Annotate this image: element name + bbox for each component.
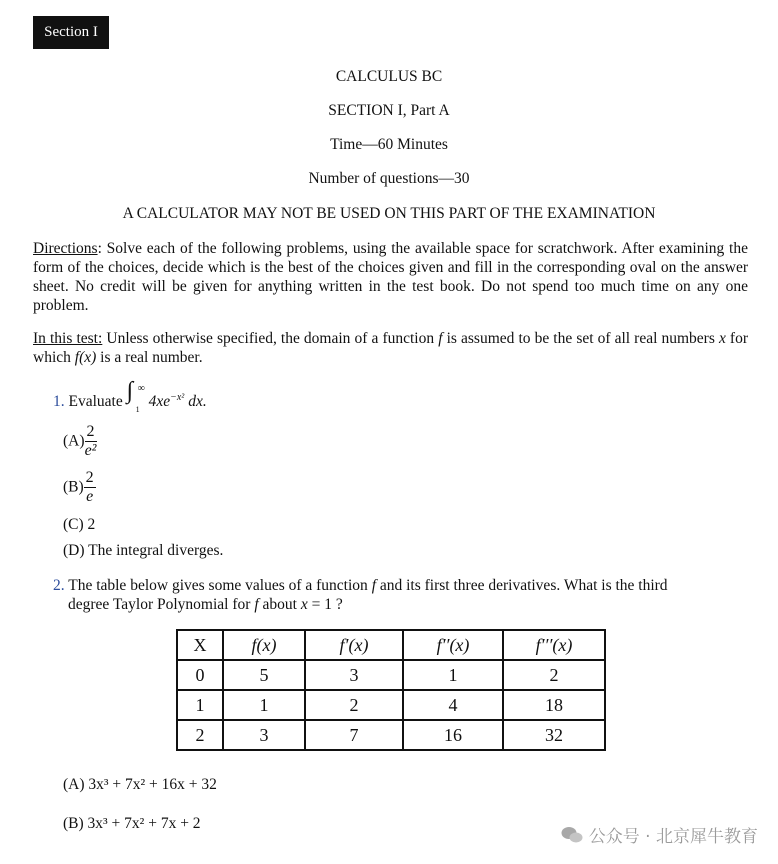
table-header: X [177,630,223,660]
table-cell: 5 [223,660,305,690]
course-title: CALCULUS BC [335,68,443,85]
question-2 [53,576,753,614]
question-text: and its first three derivatives. What is the third [376,577,668,594]
time-limit: Time—60 Minutes [330,136,448,153]
derivative-table [176,629,606,751]
table-cell: 7 [305,720,403,750]
choice-1a[interactable] [63,423,97,460]
choice-label: (A) [63,432,85,450]
choice-label: (B) [63,478,84,496]
directions-label: Directions [33,240,98,257]
table-cell: 18 [503,690,605,720]
fraction [85,423,97,460]
in-this-test-text: for which [33,330,748,366]
question-text: degree Taylor Polynomial for [68,596,255,613]
table-cell: 2 [177,720,223,750]
table-cell: 3 [305,660,403,690]
var-f: f [371,577,376,594]
table-cell: 2 [305,690,403,720]
table-cell: 1 [403,660,503,690]
question-prompt: Evaluate [68,393,123,410]
denominator: e [86,488,94,505]
question-1 [53,378,207,414]
lower-limit: 1 [135,405,140,414]
question-2-line-1 [53,576,753,595]
choice-2b[interactable]: (B) 3x³ + 7x² + 7x + 2 [63,815,201,832]
question-text: about [258,596,301,613]
exponent: −x² [170,391,185,403]
table-header: f′′(x) [403,630,503,660]
question-text: = 1 ? [307,596,343,613]
table-header: f′(x) [305,630,403,660]
choice-1c[interactable]: (C) 2 [63,516,96,533]
question-text: The table below gives some values of a function [64,577,372,594]
fraction [84,469,96,506]
var-f: f [254,596,259,613]
integral [126,378,149,414]
table-cell: 16 [403,720,503,750]
table-row [177,660,605,690]
upper-limit: ∞ [137,383,145,394]
choice-1d[interactable]: (D) The integral diverges. [63,542,224,559]
table-cell: 0 [177,660,223,690]
table-header-row [177,630,605,660]
calculator-notice: A CALCULATOR MAY NOT BE USED ON THIS PART OF THE EXAMINATION [122,205,656,222]
dx: dx. [184,393,207,410]
in-this-test-text: Unless otherwise specified, the domain of a function [102,330,439,347]
in-this-test-text: is assumed to be the set of all real numbers [442,330,719,347]
in-this-test-text: is a real number. [96,349,203,366]
var-x: x [300,596,308,613]
integrand: 4xe [148,393,171,410]
watermark-text: 公众号 · 北京犀牛教育 [588,827,758,847]
table-cell: 32 [503,720,605,750]
numerator: 2 [85,469,94,486]
table-row [177,690,605,720]
table-header: f(x) [223,630,305,660]
directions-text: : Solve each of the following problems, using the available space for scratchwork. After examining the form of the choices, decide which is the best of the choices given and fill in the corresponding oval on the answer sheet. No credit will be given for anything written in the test book. Do not spend too much time on any one problem. [33,240,748,314]
wechat-icon [561,826,583,844]
question-2-line-2 [53,595,753,614]
question-number: 1. [53,393,65,410]
table-cell: 1 [223,690,305,720]
table-cell: 2 [503,660,605,690]
question-number: 2. [53,577,65,594]
table-cell: 4 [403,690,503,720]
directions-paragraph [33,239,748,315]
integral-sign: ∫ [126,378,134,404]
watermark [561,822,758,847]
table-cell: 3 [223,720,305,750]
in-this-test-paragraph [33,329,748,367]
section-badge: Section I [33,16,109,49]
in-this-test-label: In this test: [33,330,103,347]
table-row [177,720,605,750]
choice-1b[interactable] [63,469,96,506]
var-x: x [718,330,726,347]
var-fx: f(x) [74,349,97,366]
denominator: e² [84,442,97,459]
var-f: f [438,330,443,347]
section-title: SECTION I, Part A [328,102,450,119]
choice-2a[interactable]: (A) 3x³ + 7x² + 16x + 32 [63,776,217,793]
table-header: f′′′(x) [503,630,605,660]
question-count: Number of questions—30 [308,170,470,187]
table-cell: 1 [177,690,223,720]
numerator: 2 [86,423,95,440]
